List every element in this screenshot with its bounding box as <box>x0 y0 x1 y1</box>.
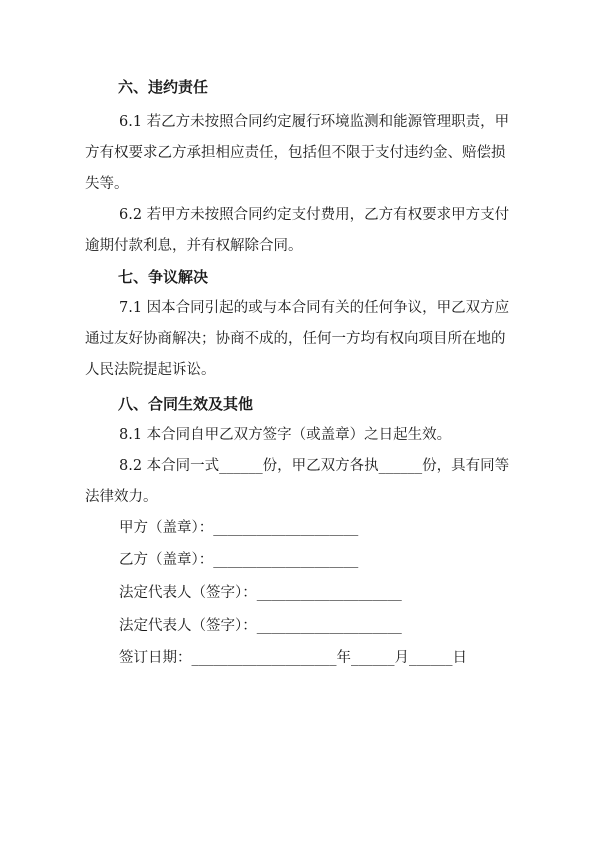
section-6-2-line-1: 6.2 若甲方未按照合同约定支付费用，乙方有权要求甲方支付 <box>119 207 510 223</box>
legal-rep-signature-field-2: 法定代表人（签字）：____________________ <box>119 618 402 634</box>
section-8-2-line-1: 8.2 本合同一式______份，甲乙双方各执______份，具有同等 <box>119 458 510 474</box>
section-8-title: 八、合同生效及其他 <box>118 395 254 413</box>
section-6-1-line-3: 失等。 <box>85 176 129 192</box>
section-7-title: 七、争议解决 <box>118 268 209 286</box>
section-6-1-line-1: 6.1 若乙方未按照合同约定履行环境监测和能源管理职责，甲 <box>119 114 510 130</box>
section-6-1-line-2: 方有权要求乙方承担相应责任，包括但不限于支付违约金、赔偿损 <box>85 145 506 161</box>
signing-date-field: 签订日期：____________________年______月______日 <box>119 650 467 666</box>
legal-rep-signature-field-1: 法定代表人（签字）：____________________ <box>119 585 402 601</box>
section-6-title: 六、违约责任 <box>118 78 209 96</box>
party-b-seal-field: 乙方（盖章）：____________________ <box>119 552 359 568</box>
section-7-1-line-3: 人民法院提起诉讼。 <box>85 362 216 378</box>
section-8-1-line-1: 8.1 本合同自甲乙双方签字（或盖章）之日起生效。 <box>119 427 452 443</box>
section-8-2-line-2: 法律效力。 <box>85 489 158 505</box>
section-7-1-line-2: 通过友好协商解决；协商不成的，任何一方均有权向项目所在地的 <box>85 331 506 347</box>
section-7-1-line-1: 7.1 因本合同引起的或与本合同有关的任何争议，甲乙双方应 <box>119 300 510 316</box>
section-6-2-line-2: 逾期付款利息，并有权解除合同。 <box>85 238 303 254</box>
party-a-seal-field: 甲方（盖章）：____________________ <box>119 520 359 536</box>
